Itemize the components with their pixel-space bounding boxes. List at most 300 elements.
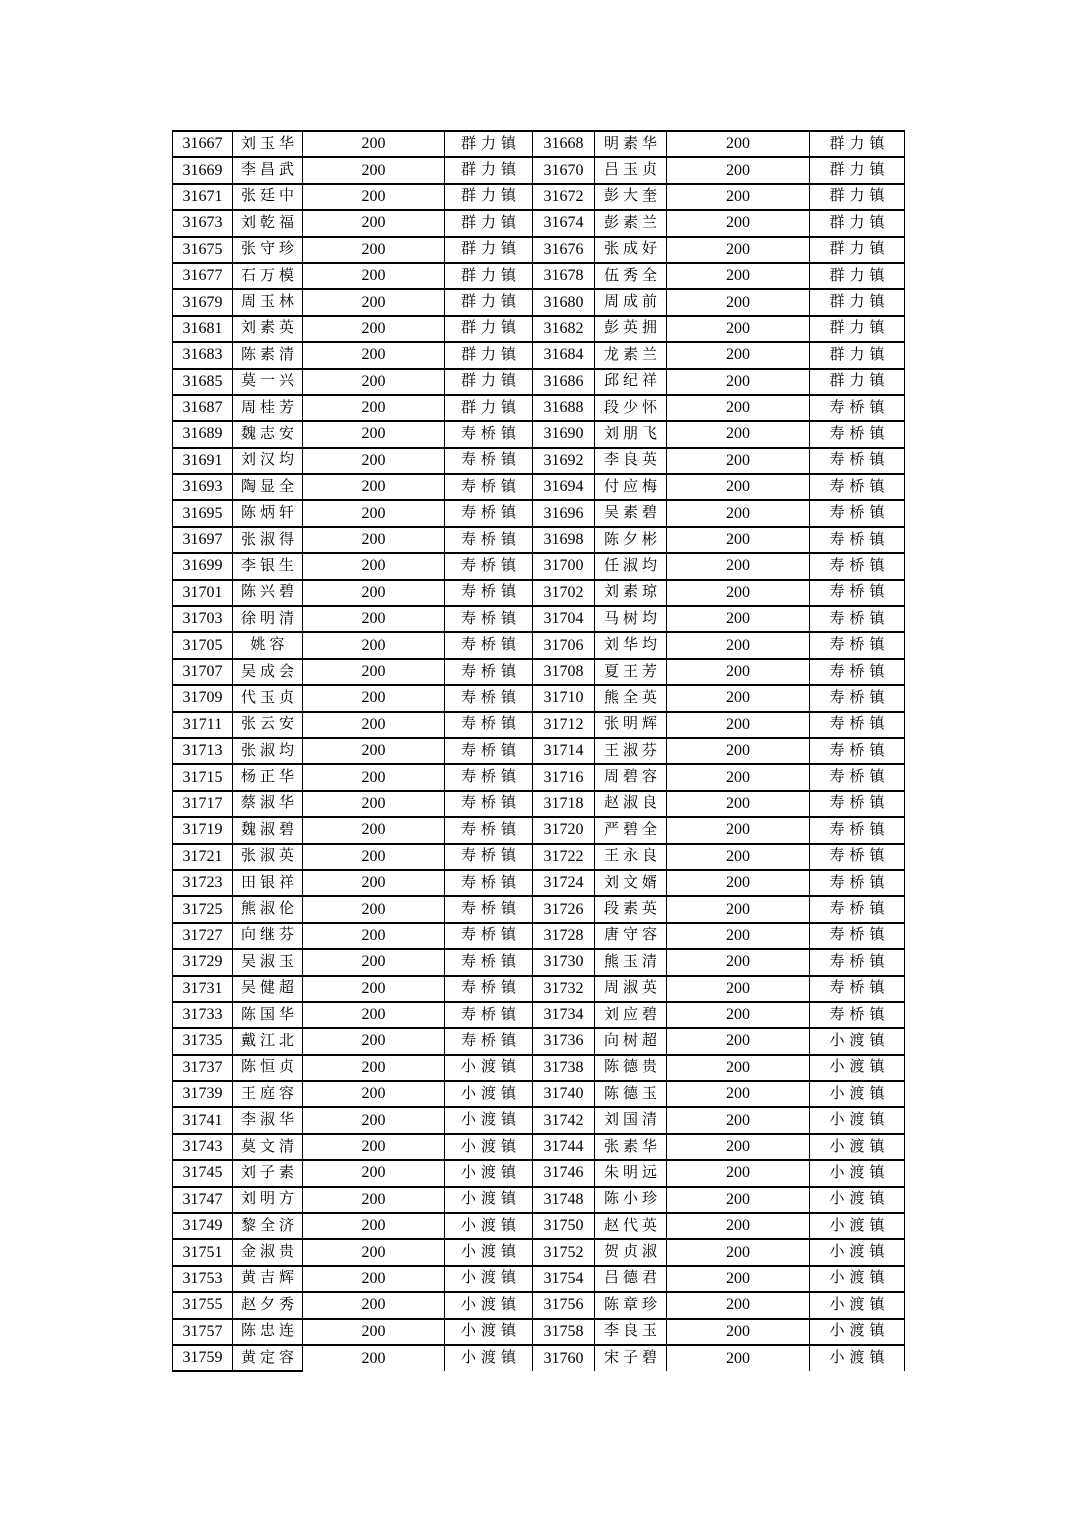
id-cell: 31698: [533, 527, 595, 553]
amount-cell: 200: [667, 1107, 810, 1133]
town-cell: 小渡镇: [445, 1160, 533, 1186]
town-cell: 群力镇: [445, 131, 533, 157]
id-cell: 31693: [173, 474, 233, 500]
name-cell: 张成好: [595, 237, 667, 263]
id-cell: 31722: [533, 844, 595, 870]
name-cell: 蔡淑华: [233, 791, 303, 817]
amount-cell: 200: [303, 289, 445, 315]
name-cell: 陈小珍: [595, 1187, 667, 1213]
amount-cell: 200: [667, 474, 810, 500]
town-cell: 群力镇: [445, 289, 533, 315]
town-cell: 群力镇: [445, 237, 533, 263]
name-cell: 陈兴碧: [233, 580, 303, 606]
id-cell: 31683: [173, 342, 233, 368]
town-cell: 小渡镇: [810, 1055, 905, 1081]
name-cell: 向树超: [595, 1028, 667, 1054]
table-row: [173, 659, 905, 685]
table-row: [173, 157, 905, 183]
id-cell: 31674: [533, 210, 595, 236]
amount-cell: 200: [667, 764, 810, 790]
town-cell: 小渡镇: [445, 1266, 533, 1292]
amount-cell: 200: [667, 157, 810, 183]
id-cell: 31671: [173, 184, 233, 210]
name-cell: 严碧全: [595, 817, 667, 843]
town-cell: 寿桥镇: [445, 580, 533, 606]
id-cell: 31758: [533, 1319, 595, 1345]
town-cell: 群力镇: [810, 342, 905, 368]
town-cell: 寿桥镇: [445, 1028, 533, 1054]
amount-cell: 200: [303, 263, 445, 289]
amount-cell: 200: [667, 342, 810, 368]
table-row: [173, 580, 905, 606]
table-row: [173, 685, 905, 711]
town-cell: 寿桥镇: [445, 738, 533, 764]
town-cell: 寿桥镇: [810, 844, 905, 870]
name-cell: 陈德贵: [595, 1055, 667, 1081]
town-cell: 寿桥镇: [445, 712, 533, 738]
name-cell: 张淑英: [233, 844, 303, 870]
id-cell: 31676: [533, 237, 595, 263]
id-cell: 31740: [533, 1081, 595, 1107]
name-cell: 刘乾福: [233, 210, 303, 236]
id-cell: 31760: [533, 1345, 595, 1371]
name-cell: 李良玉: [595, 1319, 667, 1345]
amount-cell: 200: [303, 237, 445, 263]
id-cell: 31680: [533, 289, 595, 315]
name-cell: 宋子碧: [595, 1345, 667, 1371]
name-cell: 吕德君: [595, 1266, 667, 1292]
town-cell: 寿桥镇: [445, 976, 533, 1002]
amount-cell: 200: [303, 606, 445, 632]
id-cell: 31678: [533, 263, 595, 289]
id-cell: 31745: [173, 1160, 233, 1186]
name-cell: 刘国清: [595, 1107, 667, 1133]
name-cell: 张素华: [595, 1134, 667, 1160]
amount-cell: 200: [667, 738, 810, 764]
name-cell: 熊全英: [595, 685, 667, 711]
town-cell: 寿桥镇: [810, 949, 905, 975]
name-cell: 杨正华: [233, 764, 303, 790]
id-cell: 31729: [173, 949, 233, 975]
amount-cell: 200: [303, 369, 445, 395]
id-cell: 31692: [533, 448, 595, 474]
id-cell: 31721: [173, 844, 233, 870]
amount-cell: 200: [667, 817, 810, 843]
name-cell: 魏志安: [233, 421, 303, 447]
town-cell: 寿桥镇: [810, 606, 905, 632]
town-cell: 群力镇: [810, 184, 905, 210]
amount-cell: 200: [303, 870, 445, 896]
id-cell: 31737: [173, 1055, 233, 1081]
name-cell: 李淑华: [233, 1107, 303, 1133]
id-cell: 31689: [173, 421, 233, 447]
name-cell: 张守珍: [233, 237, 303, 263]
amount-cell: 200: [303, 1134, 445, 1160]
id-cell: 31749: [173, 1213, 233, 1239]
id-cell: 31753: [173, 1266, 233, 1292]
id-cell: 31672: [533, 184, 595, 210]
town-cell: 小渡镇: [445, 1345, 533, 1371]
table-row: [173, 1239, 905, 1265]
name-cell: 刘文婿: [595, 870, 667, 896]
town-cell: 寿桥镇: [810, 685, 905, 711]
amount-cell: 200: [667, 1081, 810, 1107]
name-cell: 吴素碧: [595, 500, 667, 526]
town-cell: 寿桥镇: [810, 870, 905, 896]
id-cell: 31694: [533, 474, 595, 500]
id-cell: 31684: [533, 342, 595, 368]
town-cell: 寿桥镇: [810, 448, 905, 474]
town-cell: 寿桥镇: [445, 764, 533, 790]
amount-cell: 200: [667, 949, 810, 975]
table-row: [173, 1107, 905, 1133]
id-cell: 31670: [533, 157, 595, 183]
id-cell: 31709: [173, 685, 233, 711]
name-cell: 刘玉华: [233, 131, 303, 157]
id-cell: 31705: [173, 632, 233, 658]
table-row: [173, 764, 905, 790]
amount-cell: 200: [667, 500, 810, 526]
table-row: [173, 237, 905, 263]
id-cell: 31695: [173, 500, 233, 526]
id-cell: 31696: [533, 500, 595, 526]
amount-cell: 200: [303, 500, 445, 526]
name-cell: 熊玉清: [595, 949, 667, 975]
amount-cell: 200: [303, 421, 445, 447]
name-cell: 黎全济: [233, 1213, 303, 1239]
town-cell: 小渡镇: [445, 1319, 533, 1345]
amount-cell: 200: [667, 1160, 810, 1186]
table-row: [173, 949, 905, 975]
id-cell: 31735: [173, 1028, 233, 1054]
town-cell: 寿桥镇: [810, 500, 905, 526]
table-row: [173, 184, 905, 210]
name-cell: 李良英: [595, 448, 667, 474]
name-cell: 陈恒贞: [233, 1055, 303, 1081]
id-cell: 31675: [173, 237, 233, 263]
table-row: [173, 1213, 905, 1239]
town-cell: 寿桥镇: [810, 527, 905, 553]
town-cell: 寿桥镇: [445, 1002, 533, 1028]
amount-cell: 200: [667, 896, 810, 922]
amount-cell: 200: [303, 1239, 445, 1265]
amount-cell: 200: [667, 448, 810, 474]
town-cell: 群力镇: [445, 342, 533, 368]
name-cell: 贺贞淑: [595, 1239, 667, 1265]
name-cell: 陈章珍: [595, 1292, 667, 1318]
town-cell: 小渡镇: [810, 1081, 905, 1107]
name-cell: 吕玉贞: [595, 157, 667, 183]
id-cell: 31734: [533, 1002, 595, 1028]
table-row: [173, 1266, 905, 1292]
amount-cell: 200: [667, 1319, 810, 1345]
table-row: [173, 1319, 905, 1345]
table-row: [173, 553, 905, 579]
name-cell: 熊淑伦: [233, 896, 303, 922]
id-cell: 31759: [173, 1345, 233, 1371]
amount-cell: 200: [303, 949, 445, 975]
amount-cell: 200: [303, 659, 445, 685]
town-cell: 寿桥镇: [810, 923, 905, 949]
amount-cell: 200: [303, 923, 445, 949]
table-row: [173, 844, 905, 870]
name-cell: 王庭容: [233, 1081, 303, 1107]
town-cell: 小渡镇: [445, 1213, 533, 1239]
name-cell: 张廷中: [233, 184, 303, 210]
name-cell: 徐明清: [233, 606, 303, 632]
id-cell: 31673: [173, 210, 233, 236]
name-cell: 付应梅: [595, 474, 667, 500]
name-cell: 李昌武: [233, 157, 303, 183]
town-cell: 群力镇: [445, 369, 533, 395]
town-cell: 寿桥镇: [445, 685, 533, 711]
name-cell: 周成前: [595, 289, 667, 315]
town-cell: 寿桥镇: [445, 896, 533, 922]
id-cell: 31736: [533, 1028, 595, 1054]
amount-cell: 200: [303, 712, 445, 738]
name-cell: 段少怀: [595, 395, 667, 421]
amount-cell: 200: [303, 527, 445, 553]
name-cell: 彭大奎: [595, 184, 667, 210]
name-cell: 姚容: [233, 632, 303, 658]
amount-cell: 200: [303, 1107, 445, 1133]
town-cell: 寿桥镇: [445, 632, 533, 658]
id-cell: 31739: [173, 1081, 233, 1107]
name-cell: 陈素清: [233, 342, 303, 368]
id-cell: 31751: [173, 1239, 233, 1265]
name-cell: 陈忠连: [233, 1319, 303, 1345]
town-cell: 寿桥镇: [810, 474, 905, 500]
id-cell: 31682: [533, 316, 595, 342]
id-cell: 31750: [533, 1213, 595, 1239]
id-cell: 31691: [173, 448, 233, 474]
id-cell: 31733: [173, 1002, 233, 1028]
id-cell: 31743: [173, 1134, 233, 1160]
amount-cell: 200: [303, 764, 445, 790]
id-cell: 31747: [173, 1187, 233, 1213]
table-row: [173, 421, 905, 447]
town-cell: 寿桥镇: [445, 659, 533, 685]
amount-cell: 200: [667, 1055, 810, 1081]
id-cell: 31741: [173, 1107, 233, 1133]
amount-cell: 200: [667, 263, 810, 289]
amount-cell: 200: [667, 1213, 810, 1239]
name-cell: 魏淑碧: [233, 817, 303, 843]
table-row: [173, 1055, 905, 1081]
town-cell: 小渡镇: [445, 1292, 533, 1318]
name-cell: 赵代英: [595, 1213, 667, 1239]
name-cell: 任淑均: [595, 553, 667, 579]
id-cell: 31699: [173, 553, 233, 579]
town-cell: 群力镇: [810, 263, 905, 289]
town-cell: 小渡镇: [810, 1292, 905, 1318]
town-cell: 小渡镇: [445, 1055, 533, 1081]
town-cell: 寿桥镇: [445, 949, 533, 975]
id-cell: 31700: [533, 553, 595, 579]
table-row: [173, 474, 905, 500]
amount-cell: 200: [667, 1345, 810, 1371]
id-cell: 31708: [533, 659, 595, 685]
payment-roster-table: [172, 130, 905, 1372]
table-row: [173, 712, 905, 738]
id-cell: 31669: [173, 157, 233, 183]
town-cell: 小渡镇: [445, 1239, 533, 1265]
town-cell: 寿桥镇: [810, 395, 905, 421]
table-row: [173, 1292, 905, 1318]
id-cell: 31716: [533, 764, 595, 790]
name-cell: 张淑得: [233, 527, 303, 553]
amount-cell: 200: [303, 448, 445, 474]
table-row: [173, 1134, 905, 1160]
name-cell: 张云安: [233, 712, 303, 738]
id-cell: 31754: [533, 1266, 595, 1292]
name-cell: 刘明方: [233, 1187, 303, 1213]
name-cell: 陈炳轩: [233, 500, 303, 526]
table-row: [173, 606, 905, 632]
name-cell: 周淑英: [595, 976, 667, 1002]
table-row: [173, 369, 905, 395]
table-row: [173, 395, 905, 421]
id-cell: 31679: [173, 289, 233, 315]
town-cell: 寿桥镇: [445, 421, 533, 447]
amount-cell: 200: [667, 316, 810, 342]
town-cell: 寿桥镇: [445, 448, 533, 474]
amount-cell: 200: [667, 659, 810, 685]
amount-cell: 200: [667, 1266, 810, 1292]
table-row: [173, 448, 905, 474]
town-cell: 小渡镇: [810, 1266, 905, 1292]
name-cell: 赵夕秀: [233, 1292, 303, 1318]
amount-cell: 200: [303, 1002, 445, 1028]
id-cell: 31718: [533, 791, 595, 817]
id-cell: 31717: [173, 791, 233, 817]
table-row: [173, 817, 905, 843]
name-cell: 陈国华: [233, 1002, 303, 1028]
table-row: [173, 263, 905, 289]
id-cell: 31712: [533, 712, 595, 738]
town-cell: 寿桥镇: [810, 712, 905, 738]
town-cell: 小渡镇: [810, 1160, 905, 1186]
town-cell: 群力镇: [810, 289, 905, 315]
name-cell: 石万模: [233, 263, 303, 289]
amount-cell: 200: [667, 369, 810, 395]
id-cell: 31719: [173, 817, 233, 843]
name-cell: 朱明远: [595, 1160, 667, 1186]
town-cell: 寿桥镇: [445, 474, 533, 500]
name-cell: 夏王芳: [595, 659, 667, 685]
amount-cell: 200: [303, 1266, 445, 1292]
id-cell: 31752: [533, 1239, 595, 1265]
name-cell: 刘素英: [233, 316, 303, 342]
id-cell: 31687: [173, 395, 233, 421]
name-cell: 向继芬: [233, 923, 303, 949]
amount-cell: 200: [667, 1187, 810, 1213]
id-cell: 31685: [173, 369, 233, 395]
id-cell: 31757: [173, 1319, 233, 1345]
amount-cell: 200: [303, 1055, 445, 1081]
table-row: [173, 923, 905, 949]
amount-cell: 200: [303, 1187, 445, 1213]
table-row: [173, 342, 905, 368]
town-cell: 群力镇: [810, 131, 905, 157]
amount-cell: 200: [667, 1002, 810, 1028]
town-cell: 寿桥镇: [445, 500, 533, 526]
town-cell: 小渡镇: [810, 1319, 905, 1345]
table-body: [173, 131, 905, 1371]
amount-cell: 200: [303, 1319, 445, 1345]
town-cell: 小渡镇: [810, 1239, 905, 1265]
table-row: [173, 1187, 905, 1213]
amount-cell: 200: [303, 316, 445, 342]
name-cell: 明素华: [595, 131, 667, 157]
amount-cell: 200: [667, 712, 810, 738]
town-cell: 寿桥镇: [810, 764, 905, 790]
amount-cell: 200: [667, 237, 810, 263]
amount-cell: 200: [303, 1081, 445, 1107]
id-cell: 31714: [533, 738, 595, 764]
table-row: [173, 632, 905, 658]
town-cell: 寿桥镇: [810, 421, 905, 447]
table-row: [173, 896, 905, 922]
table-row: [173, 1081, 905, 1107]
name-cell: 陈德玉: [595, 1081, 667, 1107]
name-cell: 伍秀全: [595, 263, 667, 289]
name-cell: 刘素琼: [595, 580, 667, 606]
amount-cell: 200: [303, 1213, 445, 1239]
table-row: [173, 210, 905, 236]
amount-cell: 200: [303, 395, 445, 421]
name-cell: 马树均: [595, 606, 667, 632]
name-cell: 吴成会: [233, 659, 303, 685]
id-cell: 31668: [533, 131, 595, 157]
id-cell: 31702: [533, 580, 595, 606]
id-cell: 31706: [533, 632, 595, 658]
name-cell: 周玉林: [233, 289, 303, 315]
amount-cell: 200: [667, 421, 810, 447]
town-cell: 群力镇: [810, 369, 905, 395]
name-cell: 龙素兰: [595, 342, 667, 368]
name-cell: 刘华均: [595, 632, 667, 658]
town-cell: 寿桥镇: [810, 817, 905, 843]
amount-cell: 200: [303, 1345, 445, 1371]
town-cell: 寿桥镇: [810, 632, 905, 658]
town-cell: 群力镇: [445, 316, 533, 342]
amount-cell: 200: [303, 685, 445, 711]
amount-cell: 200: [667, 395, 810, 421]
name-cell: 张明辉: [595, 712, 667, 738]
amount-cell: 200: [667, 632, 810, 658]
id-cell: 31711: [173, 712, 233, 738]
name-cell: 王永良: [595, 844, 667, 870]
town-cell: 群力镇: [445, 395, 533, 421]
id-cell: 31728: [533, 923, 595, 949]
id-cell: 31742: [533, 1107, 595, 1133]
amount-cell: 200: [667, 791, 810, 817]
name-cell: 刘朋飞: [595, 421, 667, 447]
id-cell: 31727: [173, 923, 233, 949]
id-cell: 31756: [533, 1292, 595, 1318]
id-cell: 31713: [173, 738, 233, 764]
town-cell: 寿桥镇: [445, 791, 533, 817]
name-cell: 段素英: [595, 896, 667, 922]
name-cell: 张淑均: [233, 738, 303, 764]
amount-cell: 200: [667, 685, 810, 711]
town-cell: 群力镇: [810, 157, 905, 183]
amount-cell: 200: [667, 923, 810, 949]
table-row: [173, 976, 905, 1002]
town-cell: 群力镇: [445, 184, 533, 210]
name-cell: 吴健超: [233, 976, 303, 1002]
